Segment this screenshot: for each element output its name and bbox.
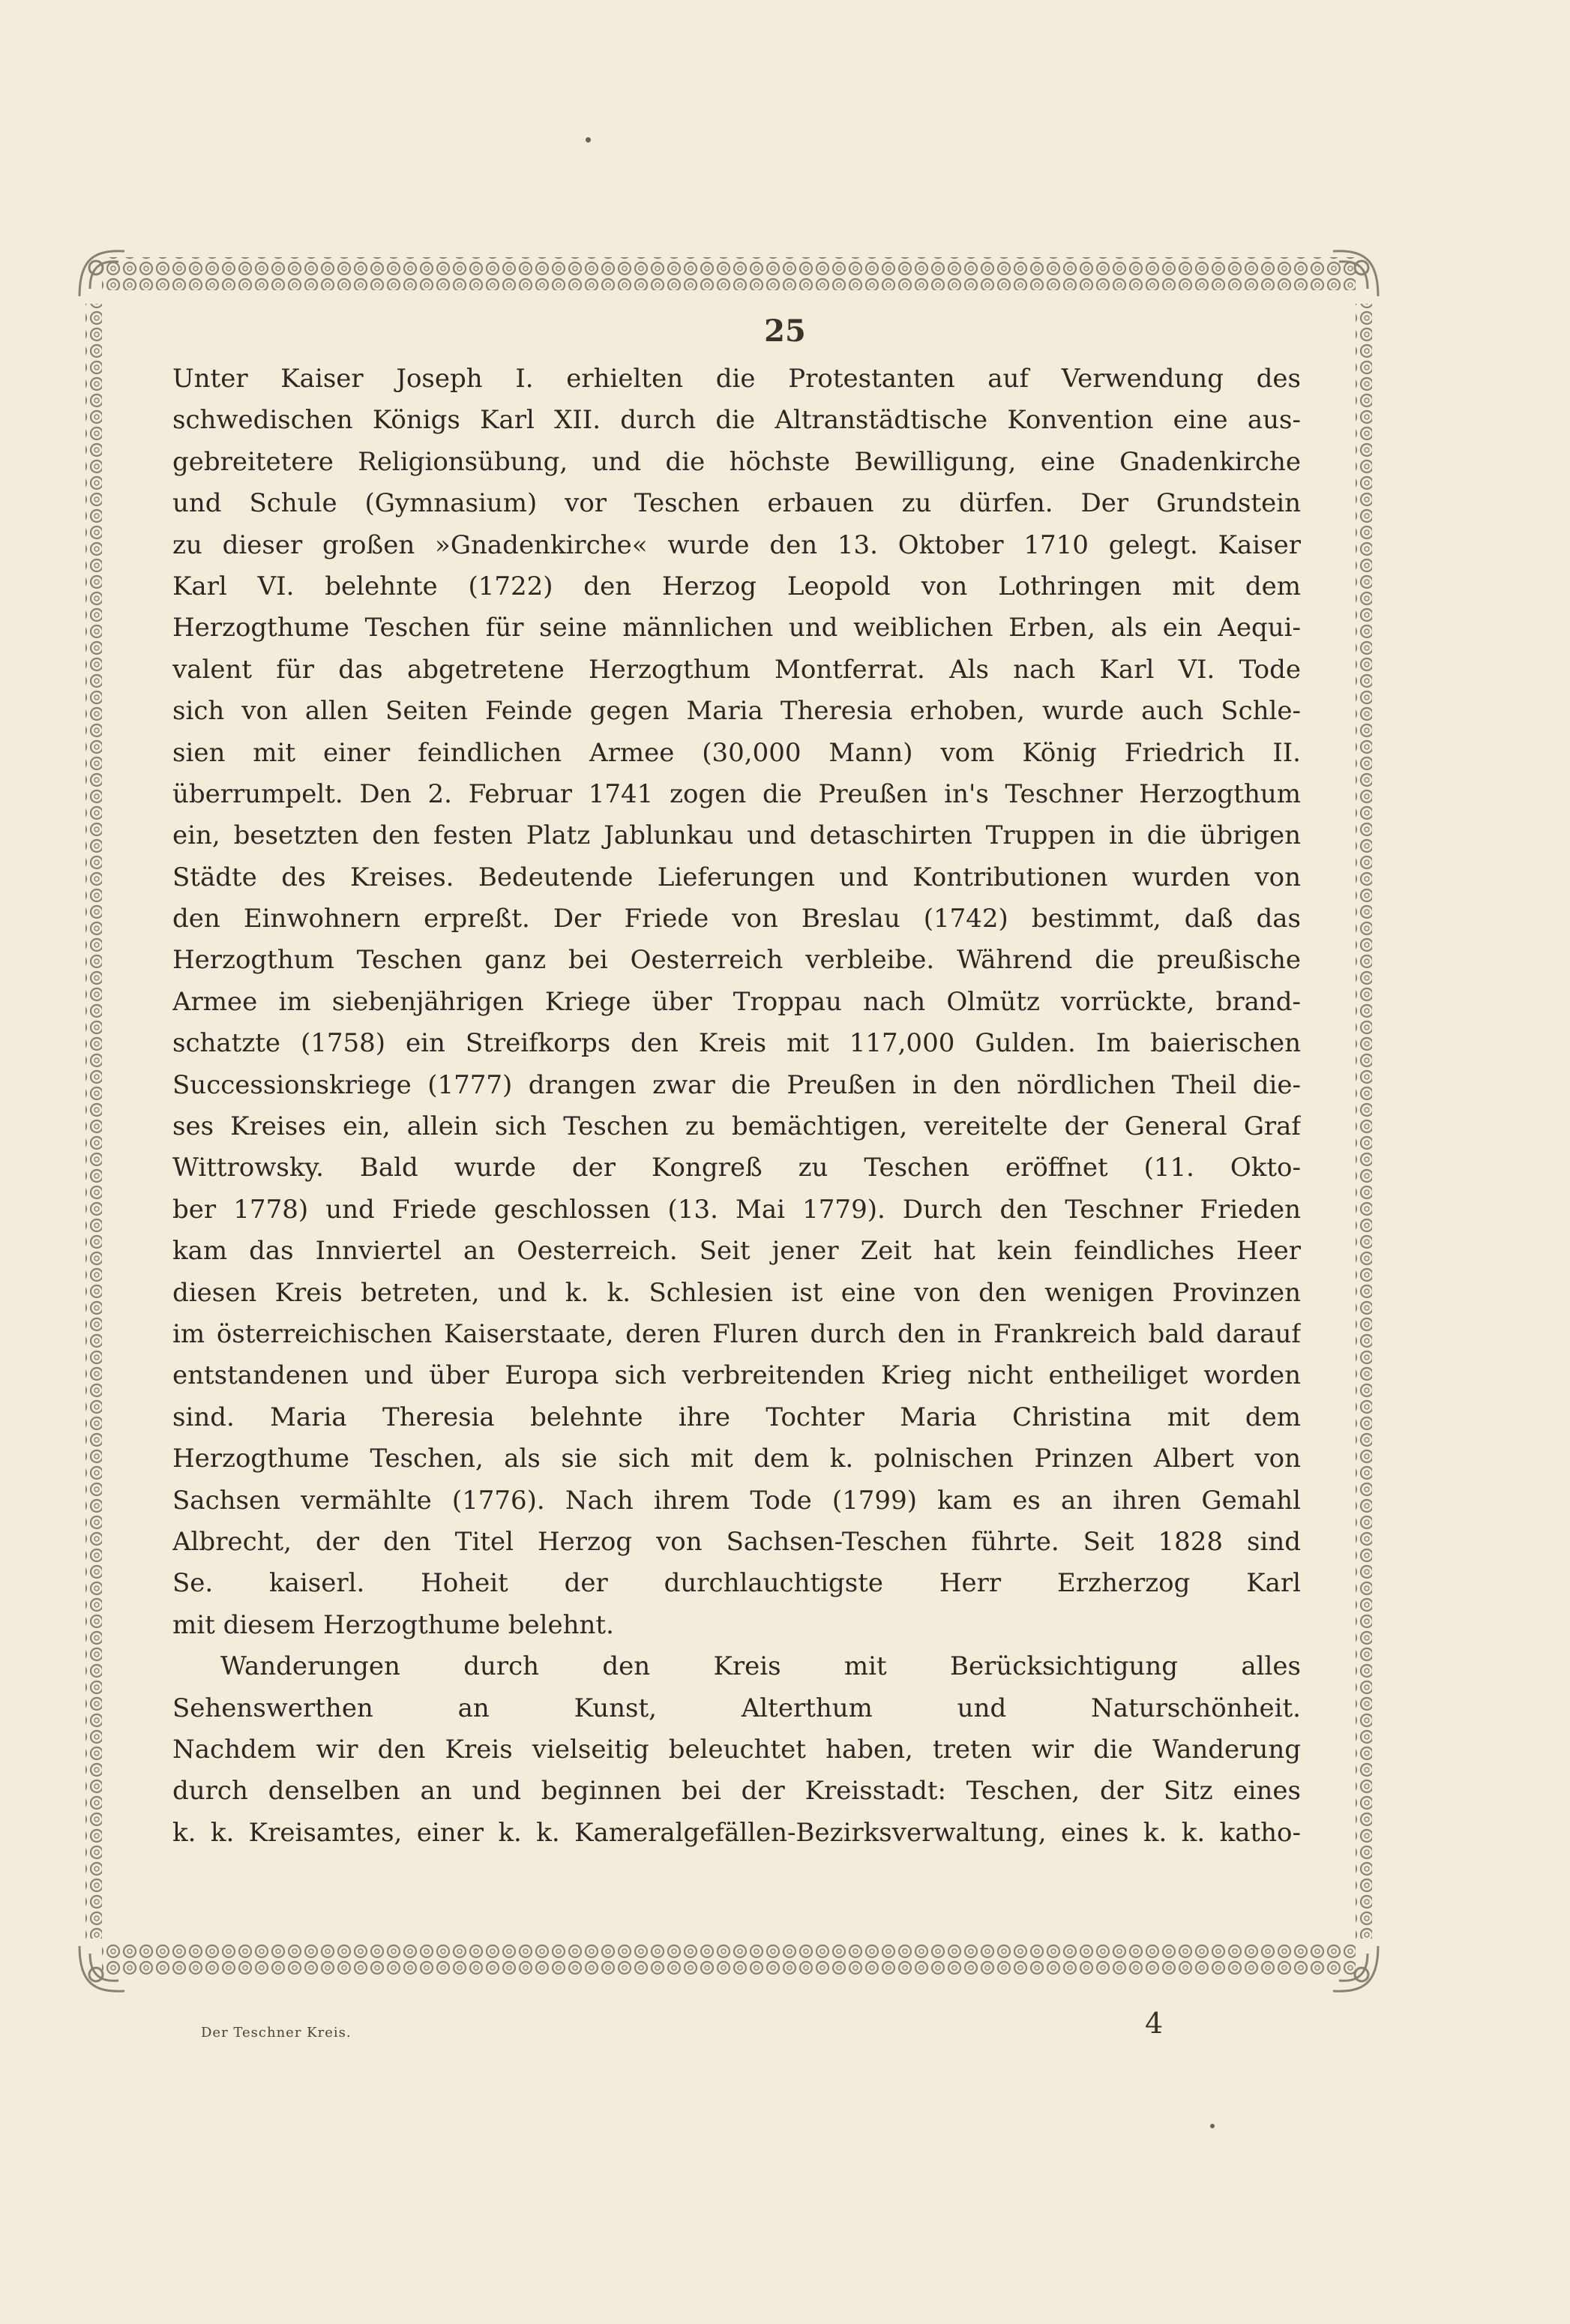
text-line: zu dieser großen »Gnadenkirche« wurde den 13. Oktober 1710 gelegt. Kaiser (172, 529, 1301, 560)
body-text (172, 358, 1301, 1854)
text-line: Herzogthum Teschen ganz bei Oesterreich verbleibe. Während die preußische (172, 945, 1301, 976)
page-number: 25 (764, 313, 806, 349)
text-line: Nachdem wir den Kreis vielseitig beleuchtet haben, treten wir die Wanderung (172, 1734, 1301, 1765)
paper-speck (1210, 2124, 1215, 2128)
text-line: Successionskriege (1777) drangen zwar die Preußen in den nördlichen Theil die- (172, 1069, 1301, 1100)
footer-signature: Der Teschner Kreis. (201, 2025, 352, 2041)
text-line: Karl VI. belehnte (1722) den Herzog Leopold von Lothringen mit dem (172, 571, 1301, 601)
section-heading-line: Sehenswerthen an Kunst, Alterthum und Naturschönheit. (172, 1693, 1301, 1723)
text-line: sich von allen Seiten Feinde gegen Maria Theresia erhoben, wurde auch Schle- (172, 696, 1301, 727)
text-line: Sachsen vermählte (1776). Nach ihrem Tode (1799) kam es an ihren Gemahl (172, 1485, 1301, 1516)
text-line: valent für das abgetretene Herzogthum Montferrat. Als nach Karl VI. Tode (172, 654, 1301, 685)
paper-speck (586, 137, 591, 142)
text-line: entstandenen und über Europa sich verbreitenden Krieg nicht entheiliget worden (172, 1360, 1301, 1391)
border-left (85, 304, 102, 1939)
text-line: durch denselben an und beginnen bei der Kreisstadt: Teschen, der Sitz eines (172, 1776, 1301, 1807)
text-line: schatzte (1758) ein Streifkorps den Kreis mit 117,000 Gulden. Im baierischen (172, 1028, 1301, 1059)
text-line: Albrecht, der den Titel Herzog von Sachsen-Teschen führte. Seit 1828 sind (172, 1526, 1301, 1557)
text-line: ses Kreises ein, allein sich Teschen zu bemächtigen, vereitelte der General Graf (172, 1111, 1301, 1142)
border-bottom (102, 1943, 1356, 1960)
text-line: überrumpelt. Den 2. Februar 1741 zogen die Preußen in's Teschner Herzogthum (172, 778, 1301, 809)
text-line: Wittrowsky. Bald wurde der Kongreß zu Teschen eröffnet (11. Okto- (172, 1153, 1301, 1183)
text-line: Armee im siebenjährigen Kriege über Troppau nach Olmütz vorrückte, brand- (172, 986, 1301, 1017)
section-heading-line: Wanderungen durch den Kreis mit Berücksichtigung alles (220, 1651, 1301, 1682)
signature-mark: 4 (1145, 2007, 1164, 2040)
text-line: Herzogthume Teschen für seine männlichen und weiblichen Erben, als ein Aequi- (172, 613, 1301, 643)
text-line: ein, besetzten den festen Platz Jablunkau und detaschirten Truppen in die übrigen (172, 820, 1301, 851)
text-line: sien mit einer feindlichen Armee (30,000 Mann) vom König Friedrich II. (172, 737, 1301, 768)
border-top (102, 257, 1356, 274)
text-line: Städte des Kreises. Bedeutende Lieferungen und Kontributionen wurden von (172, 862, 1301, 892)
text-line: gebreitetere Religionsübung, und die höchste Bewilligung, eine Gnadenkirche (172, 446, 1301, 477)
text-line: schwedischen Königs Karl XII. durch die Altranstädtische Konvention eine aus- (172, 405, 1301, 436)
border-right (1356, 304, 1372, 1939)
text-line: Se. kaiserl. Hoheit der durchlauchtigste Herr Erzherzog Karl (172, 1568, 1301, 1599)
text-line: sind. Maria Theresia belehnte ihre Tochter Maria Christina mit dem (172, 1402, 1301, 1432)
text-line: k. k. Kreisamtes, einer k. k. Kameralgefällen-Bezirksverwaltung, eines k. k. katho- (172, 1817, 1301, 1848)
text-line: im österreichischen Kaiserstaate, deren Fluren durch den in Frankreich bald darauf (172, 1318, 1301, 1349)
text-line: Herzogthume Teschen, als sie sich mit dem k. polnischen Prinzen Albert von (172, 1444, 1301, 1474)
text-line: ber 1778) und Friede geschlossen (13. Mai 1779). Durch den Teschner Frieden (172, 1194, 1301, 1225)
text-line: Unter Kaiser Joseph I. erhielten die Protestanten auf Verwendung des (172, 364, 1301, 394)
text-line: den Einwohnern erpreßt. Der Friede von Breslau (1742) bestimmt, daß das (172, 904, 1301, 934)
text-line: kam das Innviertel an Oesterreich. Seit jener Zeit hat kein feindliches Heer (172, 1236, 1301, 1267)
text-line: diesen Kreis betreten, und k. k. Schlesien ist eine von den wenigen Provinzen (172, 1277, 1301, 1308)
text-line: mit diesem Herzogthume belehnt. (172, 1609, 614, 1640)
text-line: und Schule (Gymnasium) vor Teschen erbauen zu dürfen. Der Grundstein (172, 488, 1301, 519)
